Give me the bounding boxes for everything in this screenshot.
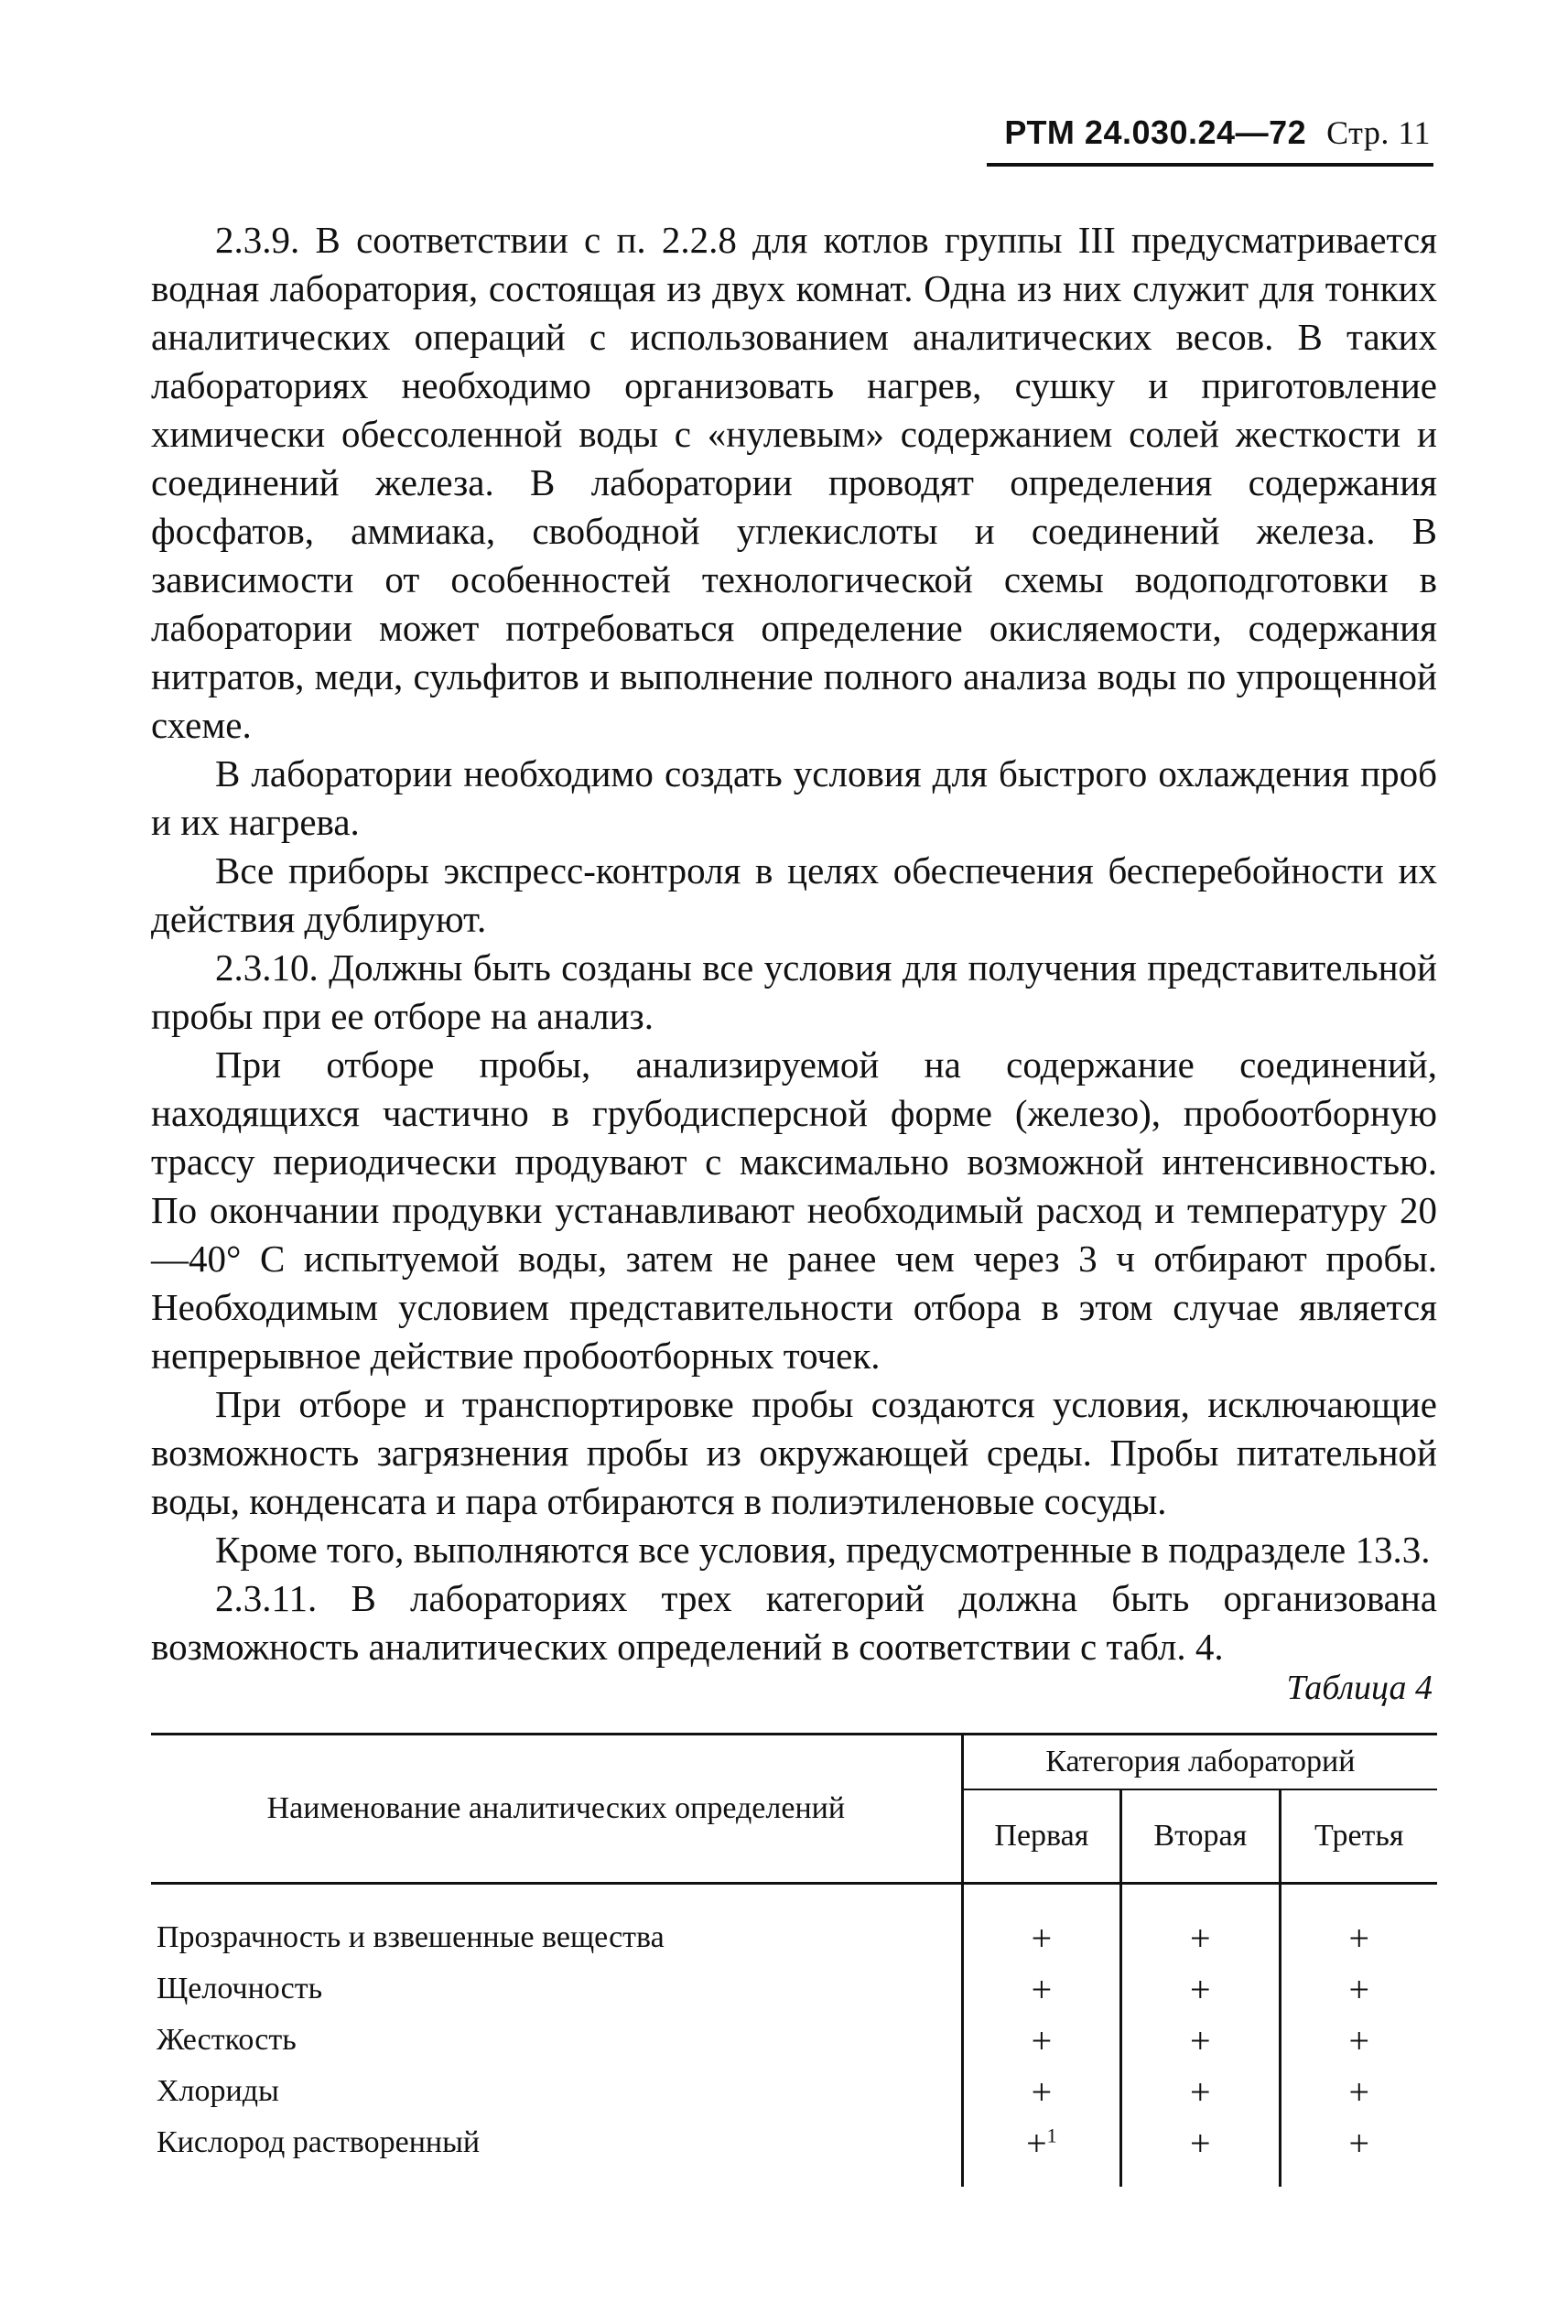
column-header-first: Первая xyxy=(962,1789,1120,1884)
page-number: Стр. 11 xyxy=(1326,114,1431,151)
row-name: Прозрачность и взвешенные вещества xyxy=(157,1920,665,1954)
paragraph: 2.3.11. В лабораториях трех категорий должна быть организована возможность аналитических определений в соответствии с табл. 4. xyxy=(151,1577,1437,1668)
paragraph: При отборе пробы, анализируемой на содержание соединений, находящихся частично в грубодисперсной форме (железо), пробоотборную трассу периодически продувают с максимально возможной интенсивностью. По окончании продувки устанавливают необходимый расход и температуру 20—40° С испытуемой воды, затем не ранее чем через 3 ч отбирают пробы. Необходимым условием представительности отбора в этом случае является непрерывное действие пробоотборных точек. xyxy=(151,1043,1437,1377)
analysis-table xyxy=(151,1733,1437,2187)
mark-second: + xyxy=(1121,2117,1280,2187)
paragraph: 2.3.10. Должны быть созданы все условия для получения представительной пробы при ее отборе на анализ. xyxy=(151,946,1437,1037)
column-group-header: Категория лабораторий xyxy=(962,1735,1437,1790)
mark-first: + xyxy=(962,1963,1120,2015)
table-row xyxy=(151,2066,1437,2117)
mark-third: + xyxy=(1280,2015,1437,2066)
paragraph: При отборе и транспортировке пробы создаются условия, исключающие возможность загрязнения пробы из окружающей среды. Пробы питательной воды, конденсата и пара отбираются в полиэтиленовые сосуды. xyxy=(151,1383,1437,1522)
mark-third: + xyxy=(1280,1884,1437,1964)
table-caption: Таблица 4 xyxy=(1286,1669,1433,1707)
table-row xyxy=(151,2117,1437,2187)
column-header-second: Вторая xyxy=(1121,1789,1280,1884)
mark-second: + xyxy=(1121,1884,1280,1964)
page-header xyxy=(1004,113,1431,152)
row-name: Хлориды xyxy=(157,2074,279,2108)
document-code: РТМ 24.030.24—72 xyxy=(1004,113,1307,151)
paragraph: Кроме того, выполняются все условия, предусмотренные в подразделе 13.3. xyxy=(215,1529,1431,1571)
row-name: Кислород растворенный xyxy=(157,2125,481,2159)
row-name: Жесткость xyxy=(157,2023,297,2057)
mark-first: + xyxy=(962,2066,1120,2117)
row-name: Щелочность xyxy=(157,1972,323,2005)
mark-third: + xyxy=(1280,2117,1437,2187)
mark-second: + xyxy=(1121,2015,1280,2066)
column-header-third: Третья xyxy=(1280,1789,1437,1884)
header-rule xyxy=(987,163,1433,167)
mark-value: + xyxy=(1026,2122,1047,2164)
paragraph: Все приборы экспресс-контроля в целях обеспечения бесперебойности их действия дублируют. xyxy=(151,849,1437,940)
mark-third: + xyxy=(1280,2066,1437,2117)
mark-second: + xyxy=(1121,2066,1280,2117)
paragraph: 2.3.9. В соответствии с п. 2.2.8 для котлов группы III предусматривается водная лаборатория, состоящая из двух комнат. Одна из них служит для тонких аналитических операций с использованием аналитических весов. В таких лабораториях необходимо организовать нагрев, сушку и приготовление химически обессоленной воды с «нулевым» содержанием солей жесткости и соединений железа. В лаборатории проводят определения содержания фосфатов, аммиака, свободной углекислоты и соединений железа. В зависимости от особенностей технологической схемы водоподготовки в лаборатории может потребоваться определение окисляемости, содержания нитратов, меди, сульфитов и выполнение полного анализа воды по упрощенной схеме. xyxy=(151,219,1437,746)
body-text xyxy=(151,216,1437,1671)
mark-first: + xyxy=(962,1884,1120,1964)
mark-second: + xyxy=(1121,1963,1280,2015)
mark-first xyxy=(962,2117,1120,2187)
paragraph: В лаборатории необходимо создать условия для быстрого охлаждения проб и их нагрева. xyxy=(151,752,1437,843)
mark-first: + xyxy=(962,2015,1120,2066)
column-header-name: Наименование аналитических определений xyxy=(151,1735,962,1884)
table-row xyxy=(151,1884,1437,1964)
table-row xyxy=(151,2015,1437,2066)
mark-third: + xyxy=(1280,1963,1437,2015)
table-row xyxy=(151,1963,1437,2015)
footnote-mark: 1 xyxy=(1046,2124,1057,2147)
